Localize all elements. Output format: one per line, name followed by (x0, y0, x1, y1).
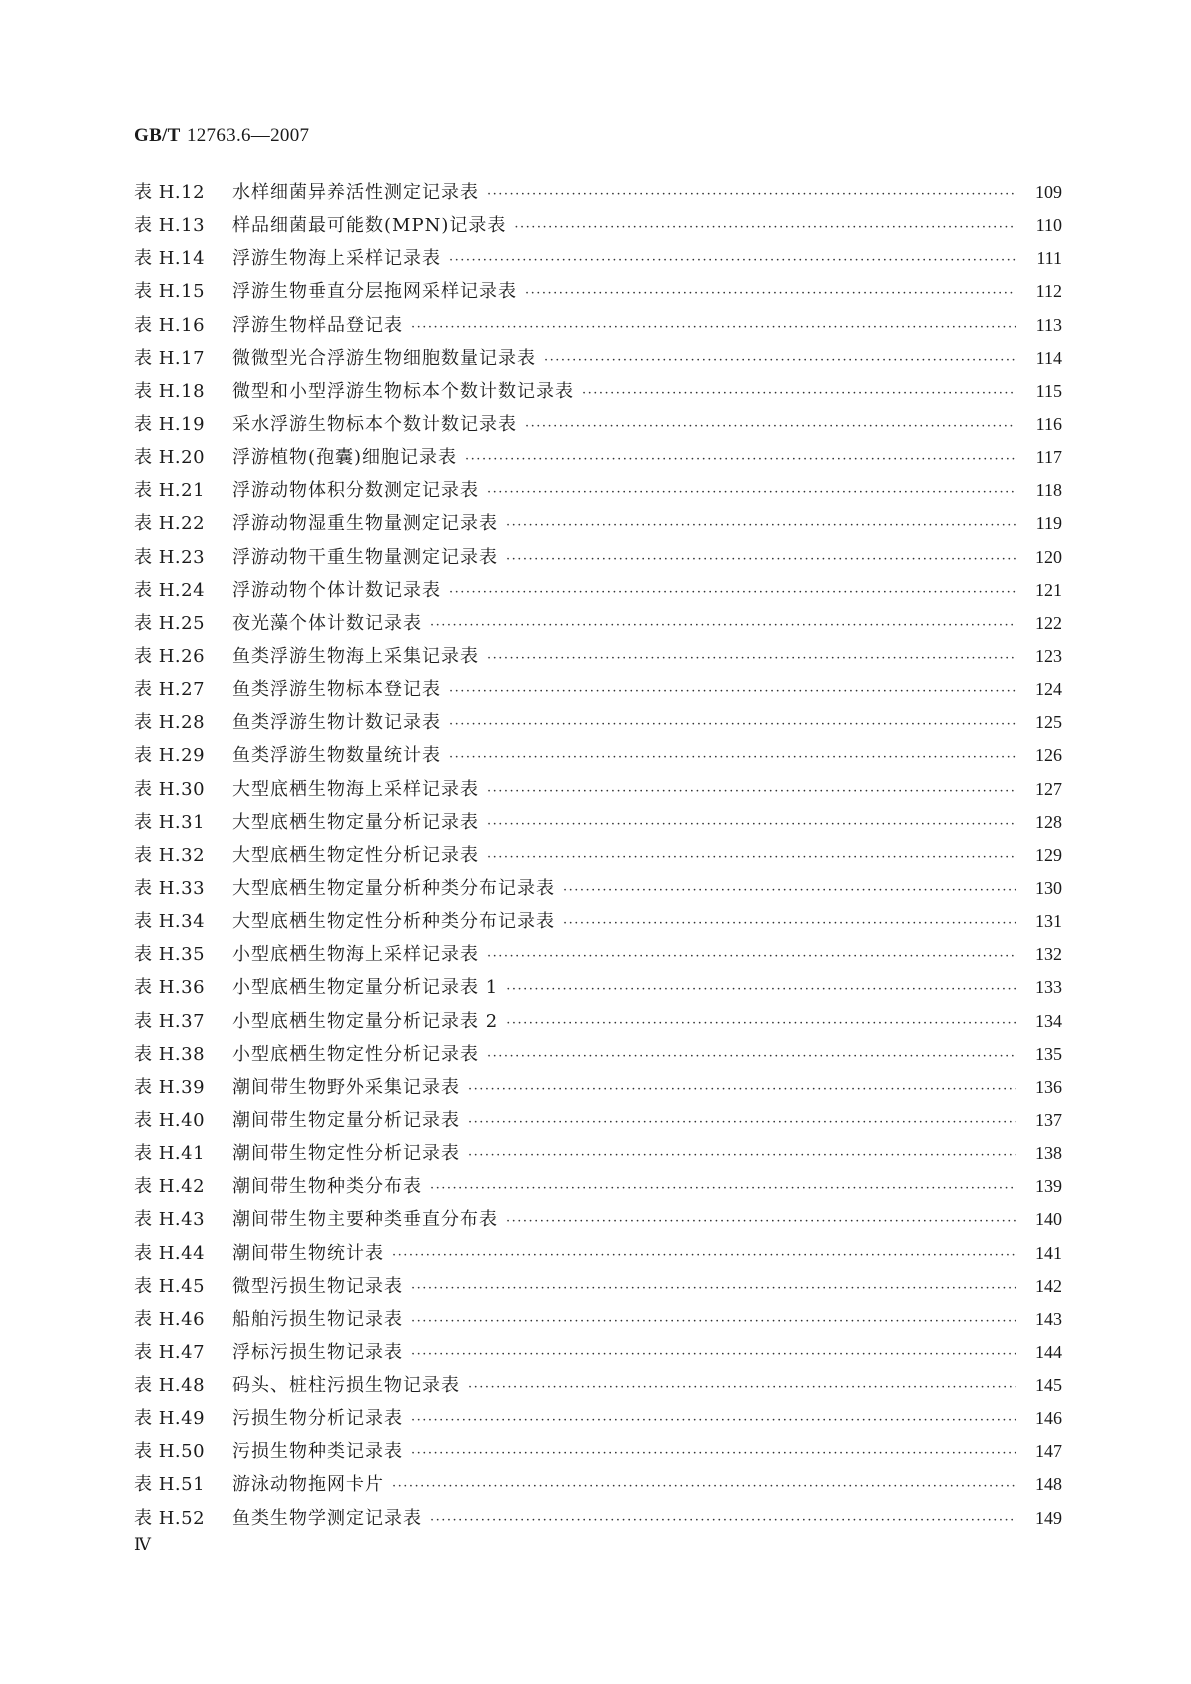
toc-entry-page: 134 (1035, 1010, 1062, 1031)
toc-leader-dots (392, 1479, 1016, 1494)
toc-entry-label: 表 H.35 (134, 944, 206, 966)
toc-entry-page: 144 (1035, 1341, 1062, 1362)
toc-leader-dots (582, 386, 1016, 401)
toc-entry[interactable] (134, 642, 1062, 675)
toc-entry-label: 表 H.48 (134, 1375, 206, 1397)
toc-entry-title: 浮游动物体积分数测定记录表 (232, 480, 479, 502)
toc-entry[interactable] (134, 344, 1062, 377)
toc-entry-label: 表 H.13 (134, 215, 206, 237)
toc-entry[interactable] (134, 377, 1062, 410)
toc-leader-dots (411, 1314, 1016, 1329)
toc-entry-label: 表 H.20 (134, 447, 206, 469)
toc-entry-title: 浮游生物样品登记表 (232, 314, 403, 336)
toc-leader-dots (487, 485, 1016, 500)
toc-entry-title: 浮游植物(孢囊)细胞记录表 (232, 447, 458, 469)
toc-entry-page: 137 (1035, 1109, 1062, 1130)
toc-entry-title: 浮游动物干重生物量测定记录表 (232, 546, 498, 568)
toc-entry[interactable] (134, 808, 1062, 841)
toc-entry-label: 表 H.29 (134, 745, 206, 767)
toc-entry-page: 140 (1035, 1209, 1062, 1230)
toc-entry-title: 浮游生物垂直分层拖网采样记录表 (232, 281, 517, 303)
toc-entry-label: 表 H.15 (134, 281, 206, 303)
toc-entry[interactable] (134, 576, 1062, 609)
toc-entry-page: 139 (1035, 1176, 1062, 1197)
standard-number: 12763.6—2007 (186, 125, 310, 146)
toc-entry[interactable] (134, 1371, 1062, 1404)
toc-entry-title: 潮间带生物定性分析记录表 (232, 1143, 460, 1165)
toc-leader-dots (465, 452, 1016, 467)
toc-entry-page: 112 (1035, 281, 1062, 302)
toc-entry-label: 表 H.23 (134, 546, 206, 568)
toc-entry-page: 121 (1035, 579, 1062, 600)
toc-entry-label: 表 H.17 (134, 347, 206, 369)
toc-leader-dots (487, 187, 1016, 202)
toc-entry-title: 鱼类浮游生物数量统计表 (232, 745, 441, 767)
toc-entry[interactable] (134, 1040, 1062, 1073)
toc-entry-label: 表 H.52 (134, 1507, 206, 1529)
toc-entry-title: 大型底栖生物定性分析记录表 (232, 844, 479, 866)
toc-entry-page: 138 (1035, 1143, 1062, 1164)
toc-entry-page: 113 (1035, 314, 1062, 335)
toc-entry-title: 小型底栖生物定性分析记录表 (232, 1043, 479, 1065)
toc-entry-title: 小型底栖生物海上采样记录表 (232, 944, 479, 966)
toc-entry-label: 表 H.30 (134, 778, 206, 800)
toc-entry-page: 122 (1035, 612, 1062, 633)
toc-entry-label: 表 H.46 (134, 1308, 206, 1330)
toc-entry-page: 135 (1035, 1043, 1062, 1064)
toc-entry-label: 表 H.40 (134, 1109, 206, 1131)
toc-entry[interactable] (134, 543, 1062, 576)
toc-entry[interactable] (134, 907, 1062, 940)
toc-entry-page: 149 (1035, 1507, 1062, 1528)
toc-entry-label: 表 H.18 (134, 380, 206, 402)
toc-leader-dots (487, 784, 1016, 799)
toc-leader-dots (411, 1446, 1016, 1461)
toc-entry[interactable] (134, 509, 1062, 542)
toc-entry-page: 133 (1035, 977, 1062, 998)
toc-entry-title: 污损生物种类记录表 (232, 1441, 403, 1463)
toc-leader-dots (506, 1214, 1016, 1229)
standard-code: GB/T (134, 125, 181, 146)
toc-leader-dots (525, 419, 1016, 434)
toc-entry[interactable] (134, 1470, 1062, 1503)
toc-leader-dots (430, 1513, 1016, 1528)
toc-leader-dots (544, 353, 1016, 368)
toc-entry-page: 145 (1035, 1375, 1062, 1396)
page-header (134, 124, 309, 147)
toc-entry-label: 表 H.50 (134, 1441, 206, 1463)
toc-leader-dots (449, 717, 1016, 732)
toc-entry[interactable] (134, 1139, 1062, 1172)
toc-entry[interactable] (134, 1338, 1062, 1371)
toc-entry-title: 采水浮游生物标本个数计数记录表 (232, 413, 517, 435)
toc-entry-page: 118 (1035, 480, 1062, 501)
toc-entry-title: 样品细菌最可能数(MPN)记录表 (232, 215, 507, 237)
toc-entry-label: 表 H.16 (134, 314, 206, 336)
toc-entry-label: 表 H.44 (134, 1242, 206, 1264)
toc-leader-dots (411, 320, 1016, 335)
toc-entry-title: 码头、桩柱污损生物记录表 (232, 1375, 460, 1397)
toc-entry-title: 船舶污损生物记录表 (232, 1308, 403, 1330)
toc-entry[interactable] (134, 476, 1062, 509)
toc-entry-label: 表 H.22 (134, 513, 206, 535)
toc-entry-page: 114 (1035, 347, 1062, 368)
toc-entry-label: 表 H.51 (134, 1474, 206, 1496)
toc-entry[interactable] (134, 443, 1062, 476)
toc-entry-label: 表 H.28 (134, 712, 206, 734)
table-of-contents (134, 178, 1062, 1537)
toc-leader-dots (487, 817, 1016, 832)
toc-entry-label: 表 H.32 (134, 844, 206, 866)
toc-entry-page: 127 (1035, 778, 1062, 799)
page-number: Ⅳ (134, 1535, 151, 1554)
toc-entry[interactable] (134, 1239, 1062, 1272)
toc-entry-title: 鱼类浮游生物海上采集记录表 (232, 645, 479, 667)
toc-entry-label: 表 H.49 (134, 1408, 206, 1430)
toc-entry-title: 水样细菌异养活性测定记录表 (232, 182, 479, 203)
toc-entry-page: 119 (1035, 513, 1062, 534)
toc-leader-dots (563, 883, 1016, 898)
toc-entry[interactable] (134, 940, 1062, 973)
toc-entry-page: 124 (1035, 679, 1062, 700)
toc-entry[interactable] (134, 708, 1062, 741)
toc-leader-dots (487, 651, 1016, 666)
toc-entry[interactable] (134, 775, 1062, 808)
toc-entry-label: 表 H.27 (134, 679, 206, 701)
toc-entry-title: 鱼类浮游生物标本登记表 (232, 679, 441, 701)
toc-entry-title: 浮标污损生物记录表 (232, 1341, 403, 1363)
toc-entry[interactable] (134, 178, 1062, 211)
toc-leader-dots (430, 1181, 1016, 1196)
toc-entry-label: 表 H.21 (134, 480, 206, 502)
toc-leader-dots (506, 982, 1016, 997)
toc-entry[interactable] (134, 874, 1062, 907)
toc-entry-label: 表 H.43 (134, 1209, 206, 1231)
toc-entry-page: 136 (1035, 1076, 1062, 1097)
toc-entry-title: 微型污损生物记录表 (232, 1275, 403, 1297)
toc-entry-title: 鱼类浮游生物计数记录表 (232, 712, 441, 734)
toc-entry-title: 夜光藻个体计数记录表 (232, 612, 422, 634)
toc-entry[interactable] (134, 1437, 1062, 1470)
toc-entry-page: 147 (1035, 1441, 1062, 1462)
toc-entry-page: 116 (1035, 413, 1062, 434)
toc-leader-dots (487, 949, 1016, 964)
toc-leader-dots (392, 1248, 1016, 1263)
toc-entry-page: 146 (1035, 1408, 1062, 1429)
toc-entry-label: 表 H.34 (134, 911, 206, 933)
toc-entry[interactable] (134, 1073, 1062, 1106)
toc-entry-page: 142 (1035, 1275, 1062, 1296)
toc-entry-label: 表 H.47 (134, 1341, 206, 1363)
toc-entry-page: 132 (1035, 944, 1062, 965)
toc-entry-title: 鱼类生物学测定记录表 (232, 1507, 422, 1529)
toc-entry-page: 126 (1035, 745, 1062, 766)
toc-leader-dots (411, 1281, 1016, 1296)
toc-entry-page: 117 (1035, 447, 1062, 468)
toc-entry-title: 小型底栖生物定量分析记录表 1 (232, 977, 499, 999)
toc-entry-title: 浮游动物个体计数记录表 (232, 579, 441, 601)
toc-entry-title: 浮游生物海上采样记录表 (232, 248, 441, 270)
toc-leader-dots (430, 618, 1016, 633)
toc-entry[interactable] (134, 1172, 1062, 1205)
toc-leader-dots (449, 253, 1016, 268)
toc-entry-title: 游泳动物拖网卡片 (232, 1474, 384, 1496)
toc-entry-page: 123 (1035, 645, 1062, 666)
toc-leader-dots (468, 1115, 1016, 1130)
toc-leader-dots (514, 220, 1016, 235)
toc-entry-title: 潮间带生物定量分析记录表 (232, 1109, 460, 1131)
toc-entry-label: 表 H.19 (134, 413, 206, 435)
toc-entry-page: 109 (1035, 182, 1062, 202)
toc-leader-dots (449, 750, 1016, 765)
toc-entry-label: 表 H.25 (134, 612, 206, 634)
toc-entry[interactable] (134, 1504, 1062, 1537)
toc-entry-title: 潮间带生物统计表 (232, 1242, 384, 1264)
toc-entry-title: 潮间带生物种类分布表 (232, 1176, 422, 1198)
toc-leader-dots (487, 850, 1016, 865)
toc-entry-label: 表 H.45 (134, 1275, 206, 1297)
toc-entry-label: 表 H.38 (134, 1043, 206, 1065)
toc-entry-title: 大型底栖生物海上采样记录表 (232, 778, 479, 800)
toc-entry-title: 大型底栖生物定量分析种类分布记录表 (232, 877, 555, 899)
toc-leader-dots (468, 1082, 1016, 1097)
toc-leader-dots (411, 1347, 1016, 1362)
toc-entry[interactable] (134, 311, 1062, 344)
toc-entry-label: 表 H.36 (134, 977, 206, 999)
toc-entry[interactable] (134, 1205, 1062, 1238)
toc-entry-page: 141 (1035, 1242, 1062, 1263)
toc-leader-dots (487, 1049, 1016, 1064)
toc-entry[interactable] (134, 675, 1062, 708)
toc-entry-page: 143 (1035, 1308, 1062, 1329)
toc-entry-title: 浮游动物湿重生物量测定记录表 (232, 513, 498, 535)
toc-entry[interactable] (134, 277, 1062, 310)
toc-entry-page: 148 (1035, 1474, 1062, 1495)
toc-entry-page: 125 (1035, 712, 1062, 733)
toc-entry-title: 大型底栖生物定量分析记录表 (232, 811, 479, 833)
toc-entry-page: 115 (1035, 380, 1062, 401)
toc-leader-dots (506, 518, 1016, 533)
toc-leader-dots (506, 1016, 1016, 1031)
toc-entry[interactable] (134, 1404, 1062, 1437)
toc-entry[interactable] (134, 1305, 1062, 1338)
toc-leader-dots (468, 1148, 1016, 1163)
toc-entry-page: 130 (1035, 877, 1062, 898)
toc-leader-dots (449, 585, 1016, 600)
toc-entry[interactable] (134, 1007, 1062, 1040)
toc-entry-label: 表 H.12 (134, 182, 206, 203)
toc-entry-label: 表 H.39 (134, 1076, 206, 1098)
toc-entry-label: 表 H.26 (134, 645, 206, 667)
toc-entry[interactable] (134, 973, 1062, 1006)
toc-entry-title: 微微型光合浮游生物细胞数量记录表 (232, 347, 536, 369)
toc-entry-label: 表 H.31 (134, 811, 206, 833)
toc-entry[interactable] (134, 609, 1062, 642)
toc-entry-title: 潮间带生物野外采集记录表 (232, 1076, 460, 1098)
toc-leader-dots (449, 684, 1016, 699)
toc-entry[interactable] (134, 741, 1062, 774)
toc-entry-title: 污损生物分析记录表 (232, 1408, 403, 1430)
toc-leader-dots (468, 1380, 1016, 1395)
toc-leader-dots (563, 916, 1016, 931)
toc-entry-page: 131 (1035, 911, 1062, 932)
toc-entry-page: 120 (1035, 546, 1062, 567)
toc-leader-dots (525, 286, 1016, 301)
toc-entry[interactable] (134, 1106, 1062, 1139)
toc-entry-label: 表 H.14 (134, 248, 206, 270)
toc-entry-page: 129 (1035, 844, 1062, 865)
toc-entry-title: 潮间带生物主要种类垂直分布表 (232, 1209, 498, 1231)
toc-leader-dots (411, 1413, 1016, 1428)
toc-entry[interactable] (134, 410, 1062, 443)
toc-entry-label: 表 H.33 (134, 877, 206, 899)
toc-entry-page: 111 (1036, 248, 1062, 269)
toc-entry[interactable] (134, 244, 1062, 277)
toc-entry[interactable] (134, 211, 1062, 244)
toc-entry-title: 微型和小型浮游生物标本个数计数记录表 (232, 380, 574, 402)
toc-entry-title: 大型底栖生物定性分析种类分布记录表 (232, 911, 555, 933)
toc-entry-page: 110 (1035, 215, 1062, 236)
toc-leader-dots (506, 552, 1016, 567)
toc-entry[interactable] (134, 1272, 1062, 1305)
toc-entry-label: 表 H.41 (134, 1143, 206, 1165)
toc-entry-page: 128 (1035, 811, 1062, 832)
toc-entry-label: 表 H.37 (134, 1010, 206, 1032)
toc-entry[interactable] (134, 841, 1062, 874)
toc-entry-title: 小型底栖生物定量分析记录表 2 (232, 1010, 499, 1032)
toc-entry-label: 表 H.42 (134, 1176, 206, 1198)
toc-entry-label: 表 H.24 (134, 579, 206, 601)
